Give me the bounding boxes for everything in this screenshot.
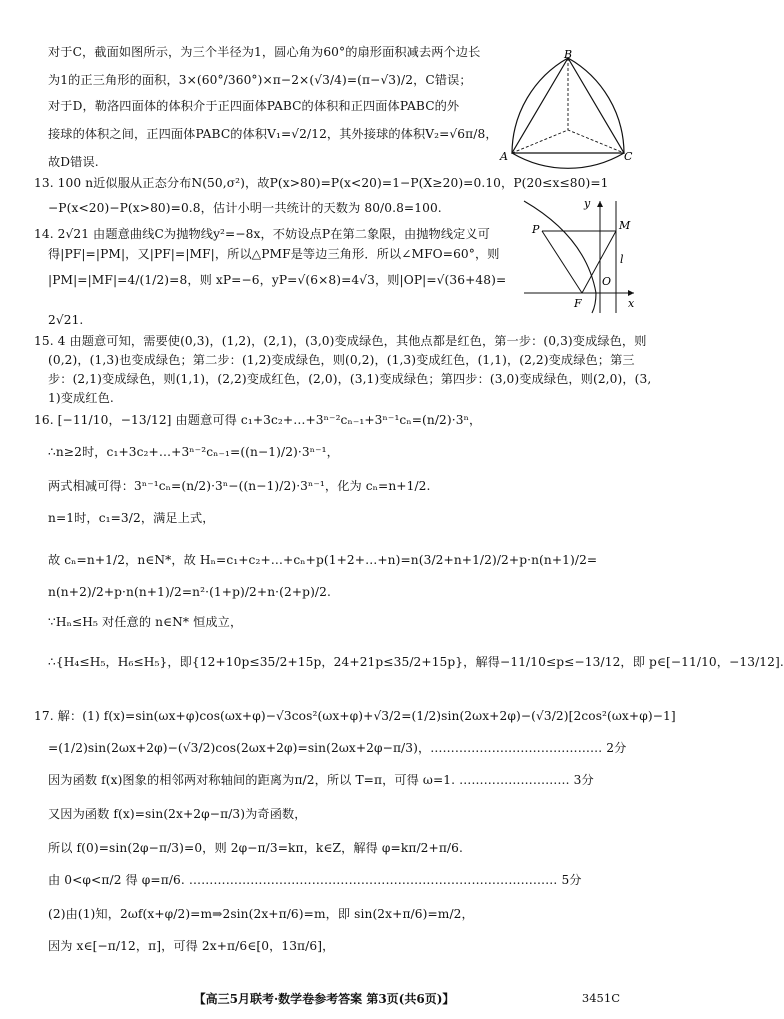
text-line: |PM|=|MF|=4/(1/2)=8，则 xP=−6，yP=√(6×8)=4√3，则|OP|=√(36+48)= — [48, 273, 507, 287]
text-line: 对于C，截面如图所示，为三个半径为1，圆心角为60°的扇形面积减去两个边长 — [48, 45, 481, 59]
figure2-label-y: y — [584, 197, 591, 210]
figure2-label-m: M — [619, 219, 631, 232]
text-line: ∴n≥2时，c₁+3c₂+…+3ⁿ⁻²cₙ₋₁=((n−1)/2)·3ⁿ⁻¹， — [48, 445, 339, 459]
text-line: 所以 f(0)=sin(2φ−π/3)=0，则 2φ−π/3=kπ，k∈Z，解得 φ=kπ/2+π/6. — [48, 841, 463, 855]
parabola-figure — [520, 197, 638, 317]
text-line: ∴{H₄≤H₅，H₆≤H₅}，即{12+10p≤35/2+15p，24+21p≤35/2+15p}，解得−11/10≤p≤−13/12，即 p∈[−11/10，−13/12]. — [48, 655, 784, 669]
figure1-label-a: A — [500, 150, 508, 163]
paper-code: 3451C — [581, 991, 620, 1005]
figure2-label-p: P — [532, 223, 540, 236]
text-line: 接球的体积之间，正四面体PABC的体积V₁=√2/12，其外接球的体积V₂=√6π/8， — [48, 127, 498, 141]
text-line: 两式相减可得：3ⁿ⁻¹cₙ=(n/2)·3ⁿ−((n−1)/2)·3ⁿ⁻¹，化为 cₙ=n+1/2. — [48, 479, 431, 493]
answer-17-line: 17. 解：(1) f(x)=sin(ωx+φ)cos(ωx+φ)−√3cos²(ωx+φ)+√3/2=(1/2)sin(2ωx+2φ)−(√3/2)[2cos²(ωx+φ)−1] — [34, 709, 676, 723]
page-footer: 【高三5月联考·数学卷参考答案 第3页(共6页)】 — [193, 992, 455, 1006]
answer-15-line: 15. 4 由题意可知，需要使(0,3)，(1,2)，(2,1)，(3,0)变成绿色，其他点都是红色，第一步：(0,3)变成绿色，则 — [34, 334, 647, 348]
text-line: 又因为函数 f(x)=sin(2x+2φ−π/3)为奇函数， — [48, 807, 307, 821]
figure2-label-l: l — [620, 253, 624, 266]
text-line: 对于D，勒洛四面体的体积介于正四面体PABC的体积和正四面体PABC的外 — [48, 99, 460, 113]
text-line: 1)变成红色. — [48, 391, 114, 405]
text-line: n=1时，c₁=3/2，满足上式， — [48, 511, 215, 525]
text-line: (0,2)，(1,3)也变成绿色；第二步：(1,2)变成绿色，则(0,2)，(1,3)变成红色，(1,1)，(2,2)变成绿色；第三 — [48, 353, 635, 367]
answer-14-line: 14. 2√21 由题意曲线C为抛物线y²=−8x，不妨设点P在第二象限，由抛物线定义可 — [34, 227, 490, 241]
text-line: (2)由(1)知，2ωf(x+φ/2)=m⇒2sin(2x+π/6)=m，即 sin(2x+π/6)=m/2， — [48, 907, 474, 921]
text-line: =(1/2)sin(2ωx+2φ)−(√3/2)cos(2ωx+2φ)=sin(2ωx+2φ−π/3)，…………………………………… 2分 — [48, 741, 627, 755]
text-line: 故 cₙ=n+1/2，n∈N*，故 Hₙ=c₁+c₂+…+cₙ+p(1+2+…+n)=n(3/2+n+1/2)/2+p·n(n+1)/2= — [48, 553, 598, 567]
text-line: 得|PF|=|PM|，又|PF|=|MF|，所以△PMF是等边三角形．所以∠MFO=60°，则 — [48, 247, 500, 261]
text-line: n(n+2)/2+p·n(n+1)/2=n²·(1+p)/2+n·(2+p)/2. — [48, 585, 331, 599]
text-line: 2√21. — [48, 313, 84, 327]
figure1-label-c: C — [624, 150, 633, 163]
figure1-label-b: B — [564, 48, 573, 61]
text-line: 步：(2,1)变成绿色，则(1,1)，(2,2)变成红色，(2,0)，(3,1)变成绿色；第四步：(3,0)变成绿色，则(2,0)，(3, — [48, 372, 652, 386]
answer-13-line: 13. 100 n近似服从正态分布N(50,σ²)，故P(x>80)=P(x<20)=1−P(X≥20)=0.10，P(20≤x≤80)=1 — [34, 176, 609, 190]
figure2-label-o: O — [602, 275, 612, 288]
text-line: 为1的正三角形的面积，3×(60°/360°)×π−2×(√3/4)=(π−√3)/2，C错误； — [48, 73, 472, 87]
figure2-label-x: x — [628, 297, 635, 310]
reuleaux-triangle-figure — [498, 50, 638, 170]
text-line: 由 0<φ<π/2 得 φ=π/6. ……………………………………………………………………………… 5分 — [48, 873, 582, 887]
text-line: 故D错误. — [48, 155, 99, 169]
text-line: −P(x<20)−P(x>80)=0.8，估计小明一共统计的天数为 80/0.8=100. — [48, 201, 442, 215]
answer-16-line: 16. [−11/10，−13/12] 由题意可得 c₁+3c₂+…+3ⁿ⁻²cₙ₋₁+3ⁿ⁻¹cₙ=(n/2)·3ⁿ， — [34, 413, 482, 427]
text-line: ∵Hₙ≤H₅ 对任意的 n∈N* 恒成立， — [48, 615, 243, 629]
text-line: 因为函数 f(x)图象的相邻两对称轴间的距离为π/2，所以 T=π，可得 ω=1. ……………………… 3分 — [48, 773, 594, 787]
text-line: 因为 x∈[−π/12，π]，可得 2x+π/6∈[0，13π/6]， — [48, 939, 335, 953]
figure2-label-f: F — [574, 297, 582, 310]
